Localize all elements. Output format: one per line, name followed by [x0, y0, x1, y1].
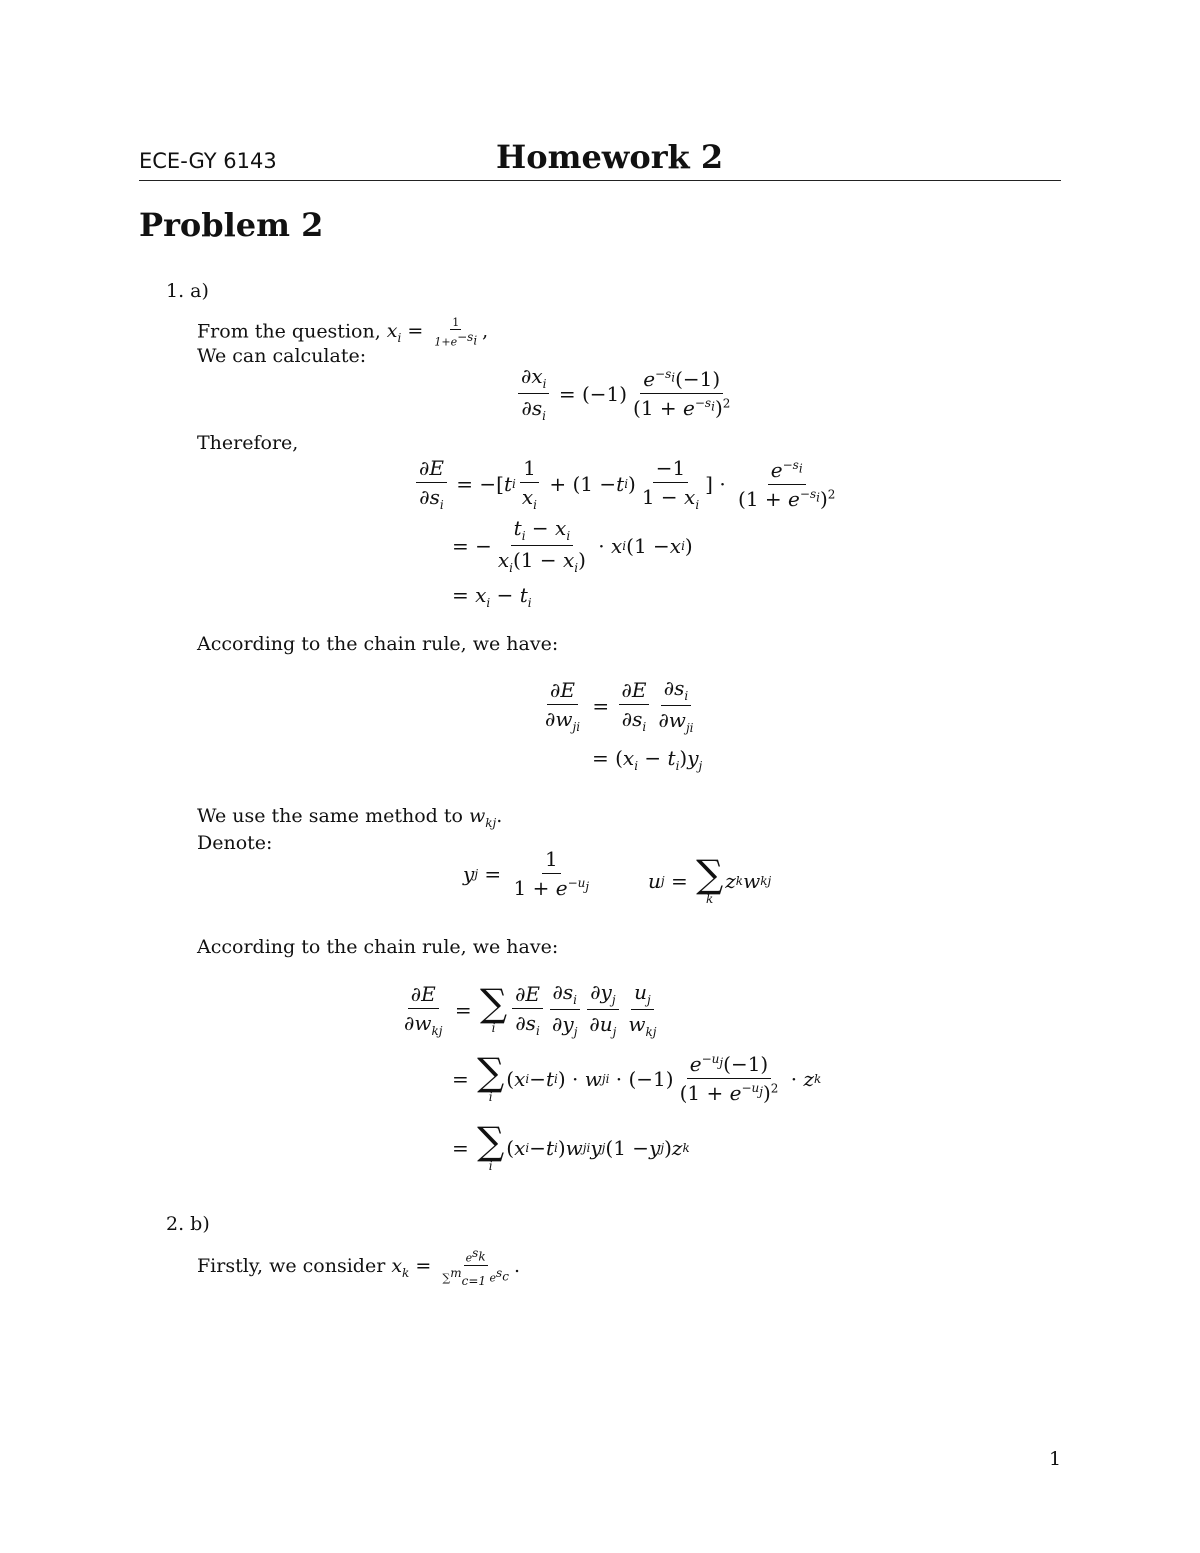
therefore-text: Therefore, [197, 432, 299, 454]
equation-dE-dwkj-line2: = ∑ i ( x i − t i ) · w ji · (−1) $\frac{e^{-u_j}(-1)}{(1 + e^{-u_j})^2}$ · z k [452, 1049, 822, 1105]
equation-dE-dwji-line2: = $(x_i - t_i)y_j$ [592, 746, 703, 773]
inline-softmax-formula: $x_k$ = $\frac{e^{s_k}}{\sum^m_{c=1} e^{s_c}}$ . [391, 1246, 520, 1288]
firstly-line [197, 1246, 520, 1288]
from-question-line [197, 316, 488, 349]
equation-dE-dwji-line1: $\frac{\partial E}{\partial w_{ji}}$ = $\frac{\partial E}{\partial s_i}$ $\frac{\partial s_i}{\partial w_{ji}}$ [545, 676, 694, 735]
denote-text: Denote: [197, 832, 273, 854]
item-1-label: 1. a) [166, 280, 209, 302]
equation-dE-dwkj-line1: $\frac{\partial E}{\partial w_{kj}}$ = ∑ i $\frac{\partial E}{\partial s_i}$ $\frac{\partial s_i}{\partial y_j}$ $\frac{\partial y_j}{\partial u_j}$ $\frac{u_j}{w_{kj}}$ [404, 980, 657, 1039]
equation-uj-definition: u j = ∑ k z k w kj [648, 852, 772, 906]
same-method-line: We use the same method to $w_{kj}$. [197, 805, 503, 830]
equation-dE-dsi-line2: = − $\frac{t_i - x_i}{x_i(1 - x_i)}$ · x i (1 − x i ) [452, 516, 693, 575]
homework-title: Homework 2 [496, 138, 724, 176]
equation-yj-definition: y j = $\frac{1}{1 + e^{-u_j}}$ [463, 847, 590, 900]
inline-sigmoid-fraction: $\frac{1}{1+e^{-s_i}}$ [434, 316, 478, 349]
we-can-calculate: We can calculate: [197, 345, 367, 367]
inline-softmax-fraction: $\frac{e^{s_k}}{\sum^m_{c=1} e^{s_c}}$ [442, 1246, 509, 1288]
header-rule [139, 180, 1061, 181]
from-question-text: From the question, [197, 320, 381, 343]
item-2-label: 2. b) [166, 1213, 210, 1235]
chain-rule-text-2: According to the chain rule, we have: [197, 936, 559, 958]
firstly-text: Firstly, we consider [197, 1254, 386, 1277]
equation-dE-dwkj-line3: = ∑ i ( x i − t i ) w ji y j (1 − y j ) z k [452, 1119, 690, 1173]
problem-heading: Problem 2 [139, 206, 324, 244]
course-code: ECE-GY 6143 [139, 149, 277, 173]
same-method-text: We use the same method to [197, 805, 463, 827]
equation-dE-dsi-line1: $\frac{\partial E}{\partial s_i}$ = −[ t i $\frac{1}{x_i}$ + (1 − t i ) $\frac{-1}{1 - x_i}$ ] · $\frac{e^{-s_i}}{(1 + e^{-s_i})^2}$ [413, 456, 841, 512]
equation-dxi-dsi: $\frac{\partial x_i}{\partial s_i}$ = (−1) $\frac{e^{-s_i}(-1)}{(1 + e^{-s_i})^2}$ [515, 364, 736, 423]
inline-sigmoid-formula: $x_i$ = $\frac{1}{1+e^{-s_i}}$ , [386, 316, 489, 349]
page-number: 1 [1049, 1448, 1062, 1470]
equation-dE-dsi-line3: = $x_i - t_i$ [452, 583, 532, 610]
chain-rule-text-1: According to the chain rule, we have: [197, 633, 559, 655]
